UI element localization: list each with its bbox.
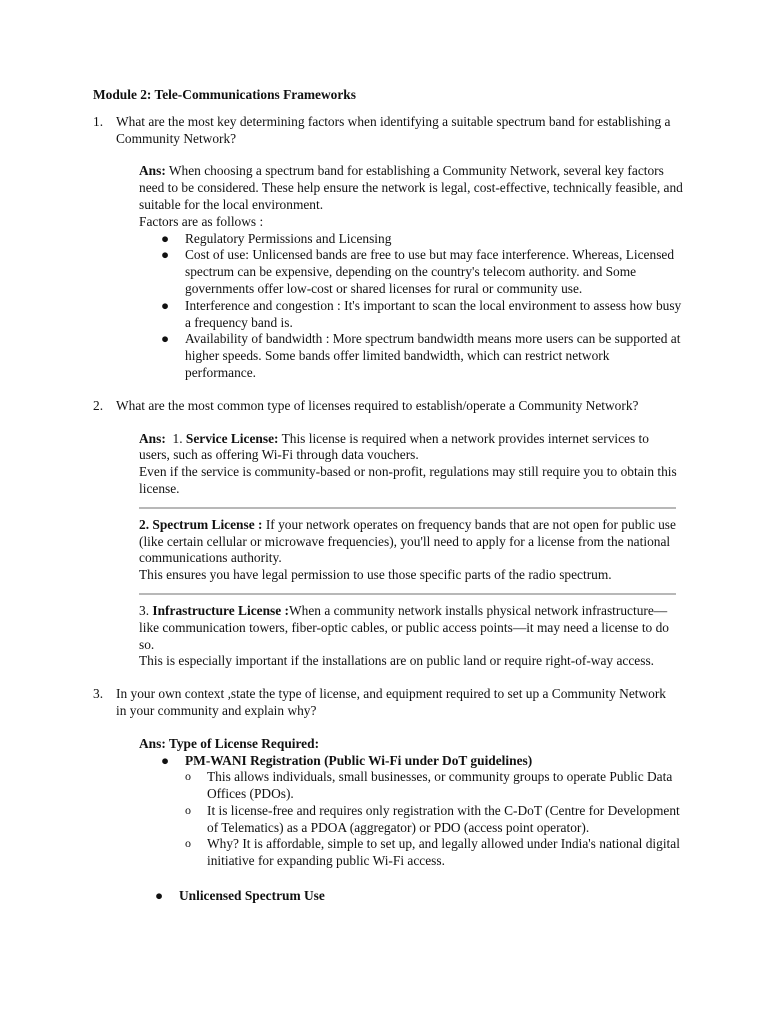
answer-heading — [139, 736, 683, 753]
answer-text: When choosing a spectrum band for establishing a Community Network, several key factors need to be considered. These help ensure the network is legal, cost-effective, technically feasible, and suitable for the local environment. — [139, 163, 683, 212]
answer-3 — [139, 736, 683, 905]
license-1-title: Service License: — [185, 430, 279, 446]
answer-1 — [139, 163, 683, 381]
bullet-icon: ● — [161, 297, 170, 313]
sub-list-item-text: Why? It is affordable, simple to set up, and legally allowed under India's national digital initiative for expanding public Wi-Fi access. — [207, 836, 680, 869]
bullet-icon: ● — [161, 752, 170, 768]
license-type-list — [139, 888, 683, 905]
answer-paragraph — [139, 163, 683, 213]
sub-list-item — [139, 836, 683, 870]
list-item-text: Unlicensed Spectrum Use — [179, 888, 325, 904]
license-2-title: 2. Spectrum License : — [139, 516, 263, 532]
license-2 — [139, 517, 683, 567]
list-item-text: PM-WANI Registration (Public Wi-Fi under DoT guidelines) — [185, 752, 533, 768]
bullet-icon: ● — [161, 230, 170, 246]
license-1-text: This license is required when a network provides internet services to users, such as offering Wi-Fi through data vouchers. — [139, 430, 649, 463]
list-item — [139, 298, 683, 332]
question-2 — [93, 398, 683, 415]
sub-list-item — [139, 769, 683, 803]
question-3 — [93, 686, 683, 720]
license-1-extra: Even if the service is community-based or non-profit, regulations may still require you to obtain this license. — [139, 464, 677, 496]
license-1-prefix: 1. — [165, 430, 186, 446]
license-2-text: If your network operates on frequency bands that are not open for public use (like certain cellular or microwave frequencies), you'll need to apply for a license from the national communications authority. — [139, 516, 676, 566]
sub-list-item-text: This allows individuals, small businesses, or community groups to operate Public Data Offices (PDOs). — [207, 769, 673, 802]
list-item — [139, 331, 683, 381]
answer-label: Ans: — [139, 163, 166, 179]
license-1 — [139, 431, 683, 465]
list-item-text: Cost of use: Unlicensed bands are free to use but may face interference. Whereas, Licensed spectrum can be expensive, depending on the country's telecom authority. and Some governments offer low-cost or shared licenses for rural or community use. — [185, 247, 675, 296]
answer-heading-text: Ans: Type of License Required: — [139, 735, 320, 751]
sub-list-item — [139, 803, 683, 837]
license-3-prefix: 3. — [139, 602, 153, 618]
license-2-extra: This ensures you have legal permission to use those specific parts of the radio spectrum. — [139, 567, 612, 583]
sub-list — [139, 769, 683, 870]
question-number: 2. — [93, 397, 104, 413]
document-page — [93, 87, 683, 905]
license-type-list — [139, 753, 683, 770]
question-text: What are the most common type of licenses required to establish/operate a Community Network? — [116, 397, 639, 413]
circle-bullet-icon: o — [185, 769, 191, 784]
license-3 — [139, 603, 683, 653]
license-3-title: Infrastructure License : — [152, 602, 289, 618]
factors-intro: Factors are as follows : — [139, 213, 264, 229]
divider — [139, 593, 676, 595]
bullet-icon: ● — [161, 331, 170, 347]
question-text: In your own context ,state the type of license, and equipment required to set up a Community Network in your community and explain why? — [116, 686, 666, 718]
list-item — [139, 888, 683, 905]
answer-label: Ans: — [139, 430, 166, 446]
question-1 — [93, 114, 683, 148]
factors-list — [139, 231, 683, 382]
sub-list-item-text: It is license-free and requires only registration with the C-DoT (Centre for Development of Telematics) as a PDOA (aggregator) or PDO (access point operator). — [207, 802, 680, 835]
question-number: 3. — [93, 686, 104, 702]
license-3-text: When a community network installs physical network infrastructure—like communication towers, fiber-optic cables, or public access points—it may need a license to do so. — [139, 602, 669, 652]
bullet-icon: ● — [161, 247, 170, 263]
list-item-text: Interference and congestion : It's important to scan the local environment to assess how busy a frequency band is. — [185, 297, 682, 330]
list-item-text: Regulatory Permissions and Licensing — [185, 230, 392, 246]
circle-bullet-icon: o — [185, 836, 191, 851]
bullet-icon: ● — [155, 888, 164, 904]
list-item — [139, 231, 683, 248]
list-item-text: Availability of bandwidth : More spectrum bandwidth means more users can be supported at higher speeds. Some bands offer limited bandwidth, which can restrict network performance. — [185, 331, 681, 380]
question-text: What are the most key determining factors when identifying a suitable spectrum band for establishing a Community Network? — [116, 113, 671, 146]
answer-2 — [139, 431, 683, 671]
divider — [139, 507, 676, 509]
list-item — [139, 753, 683, 770]
question-number: 1. — [93, 113, 104, 129]
circle-bullet-icon: o — [185, 802, 191, 817]
list-item — [139, 247, 683, 297]
page-title: Module 2: Tele-Communications Frameworks — [93, 87, 356, 102]
license-3-extra: This is especially important if the installations are on public land or require right-of-way access. — [139, 653, 655, 669]
